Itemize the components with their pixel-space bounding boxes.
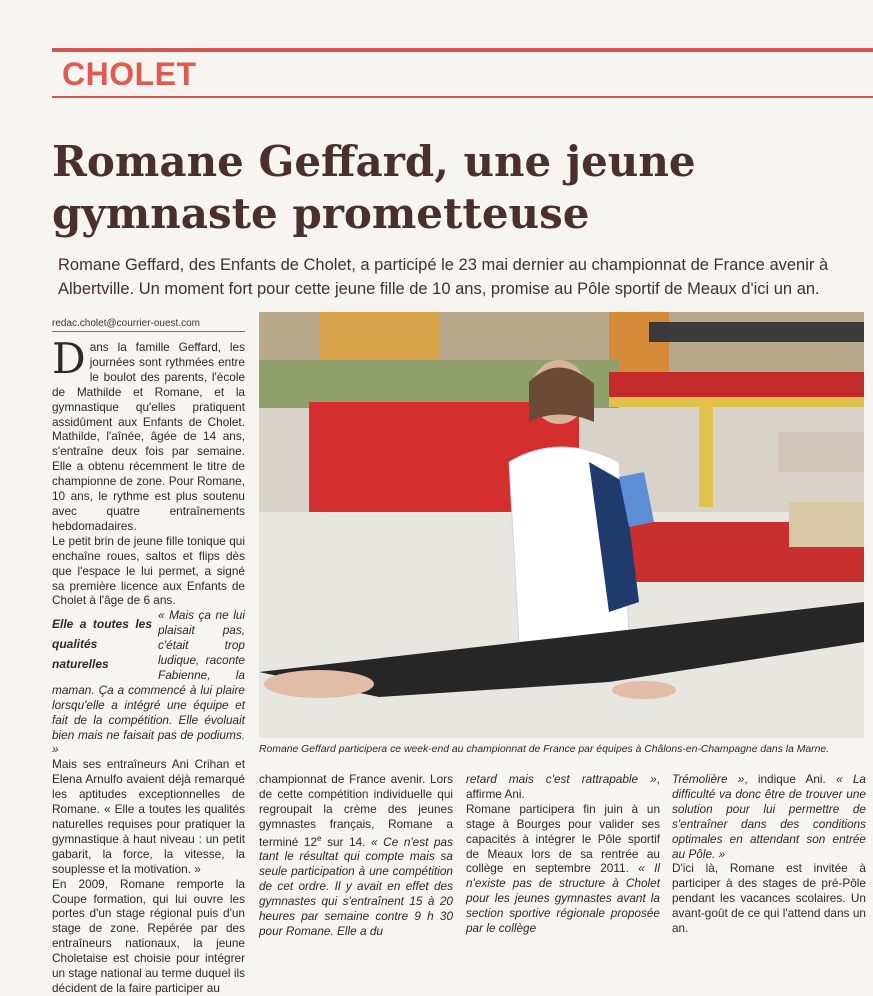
section-label: CHOLET	[62, 56, 197, 92]
paragraph: Mais ses entraîneurs Ani Crihan et Elena Arnulfo avaient déjà remarqué les aptitudes exceptionnelles de Romane. « Elle a toutes les qualités naturelles requises pour pratiquer la gymnastique à haut niveau : un petit gabarit, la force, la vitesse, la souplesse et la motivation. »	[52, 757, 245, 876]
pull-quote: Elle a toutes les qualités naturelles	[52, 617, 152, 672]
gymnast-photo	[259, 312, 864, 738]
author-email[interactable]: redac.cholet@courrier-ouest.com	[52, 318, 245, 332]
article-column-2	[259, 772, 453, 939]
paragraph: championnat de France avenir. Lors de cette compétition individuelle qui regroupait la crème des jeunes gymnastes français, Romane a terminé 12e sur 14. « Ce n'est pas tant le résultat qui compte mais sa seule participation à une compétition de cet ordre. Il y avait en effet des gymnastes qui s'entraînent 15 à 20 heures par semaine contre 9 h 30 pour Romane. Elle a du	[259, 772, 453, 938]
quote-paragraph: « Mais ça ne lui plaisait pas, c'était trop ludique, raconte Fabienne, la maman. Ça a commencé à lui plaire lorsqu'elle a intégré une équipe et fait de la compétition. Elle évoluait bien mais ne faisait pas de podiums. »	[52, 608, 245, 757]
intro-paragraph: Dans la famille Geffard, les journées sont rythmées entre le boulot des parents, l'école de Mathilde et Romane, et la gymnastique qu'elles pratiquent assidûment aux Enfants de Cholet. Mathilde, l'aînée, âgée de 14 ans, s'entraîne deux fois par semaine. Elle a obtenu récemment le titre de championne de zone. Pour Romane, 10 ans, le rythme est plus soutenu avec quatre entraînements hebdomadaires.	[52, 334, 245, 533]
article-column-4	[672, 772, 866, 936]
article-headline: Romane Geffard, une jeune gymnaste prometteuse	[52, 137, 696, 238]
paragraph: Romane participera fin juin à un stage à Bourges pour valider ses capacités à intégrer le Pôle sportif de Meaux lors de sa rentrée au collège en septembre 2011. « Il n'existe pas de structure à Cholet pour les jeunes gymnastes avant la section sportive régionale proposée par le collège	[466, 801, 660, 936]
article-column-3	[466, 772, 660, 936]
article-lede: Romane Geffard, des Enfants de Cholet, a participé le 23 mai dernier au championnat de France avenir à Albertville. Un moment fort pour cette jeune fille de 10 ans, promise au Pôle sportif de Meaux d'ici un an.	[58, 256, 829, 298]
paragraph: D'ici là, Romane est invitée à participer à des stages de pré-Pôle pendant les vacances scolaires. Un avant-goût de ce qui l'attend dans un an.	[672, 861, 866, 936]
section-top-rule	[52, 48, 873, 52]
drop-cap: D	[52, 334, 86, 383]
paragraph: Trémolière », indique Ani. « La difficulté va donc être de trouver une solution pour lui permettre de s'entraîner dans des conditions optimales en attendant son entrée au Pôle. »	[672, 772, 866, 861]
paragraph: Le petit brin de jeune fille tonique qui enchaîne roues, saltos et flips dès que l'espace le lui permet, a signé sa première licence aux Enfants de Cholet à l'âge de 6 ans.	[52, 533, 245, 608]
gymnast-photo-illustration	[259, 312, 864, 738]
photo-caption: Romane Geffard participera ce week-end au championnat de France par équipes à Châlons-en-Champagne dans la Marne.	[259, 744, 830, 755]
paragraph: retard mais c'est rattrapable », affirme Ani.	[466, 772, 660, 801]
article-column-1	[52, 334, 245, 996]
paragraph: En 2009, Romane remporte la Coupe formation, qui lui ouvre les portes d'un stage régional puis d'un stage de zone. Repérée par des entraîneurs nationaux, la jeune Choletaise est choisie pour intégrer un stage national au terme duquel ils décident de la faire participer au	[52, 876, 245, 995]
section-bottom-rule	[52, 96, 873, 98]
